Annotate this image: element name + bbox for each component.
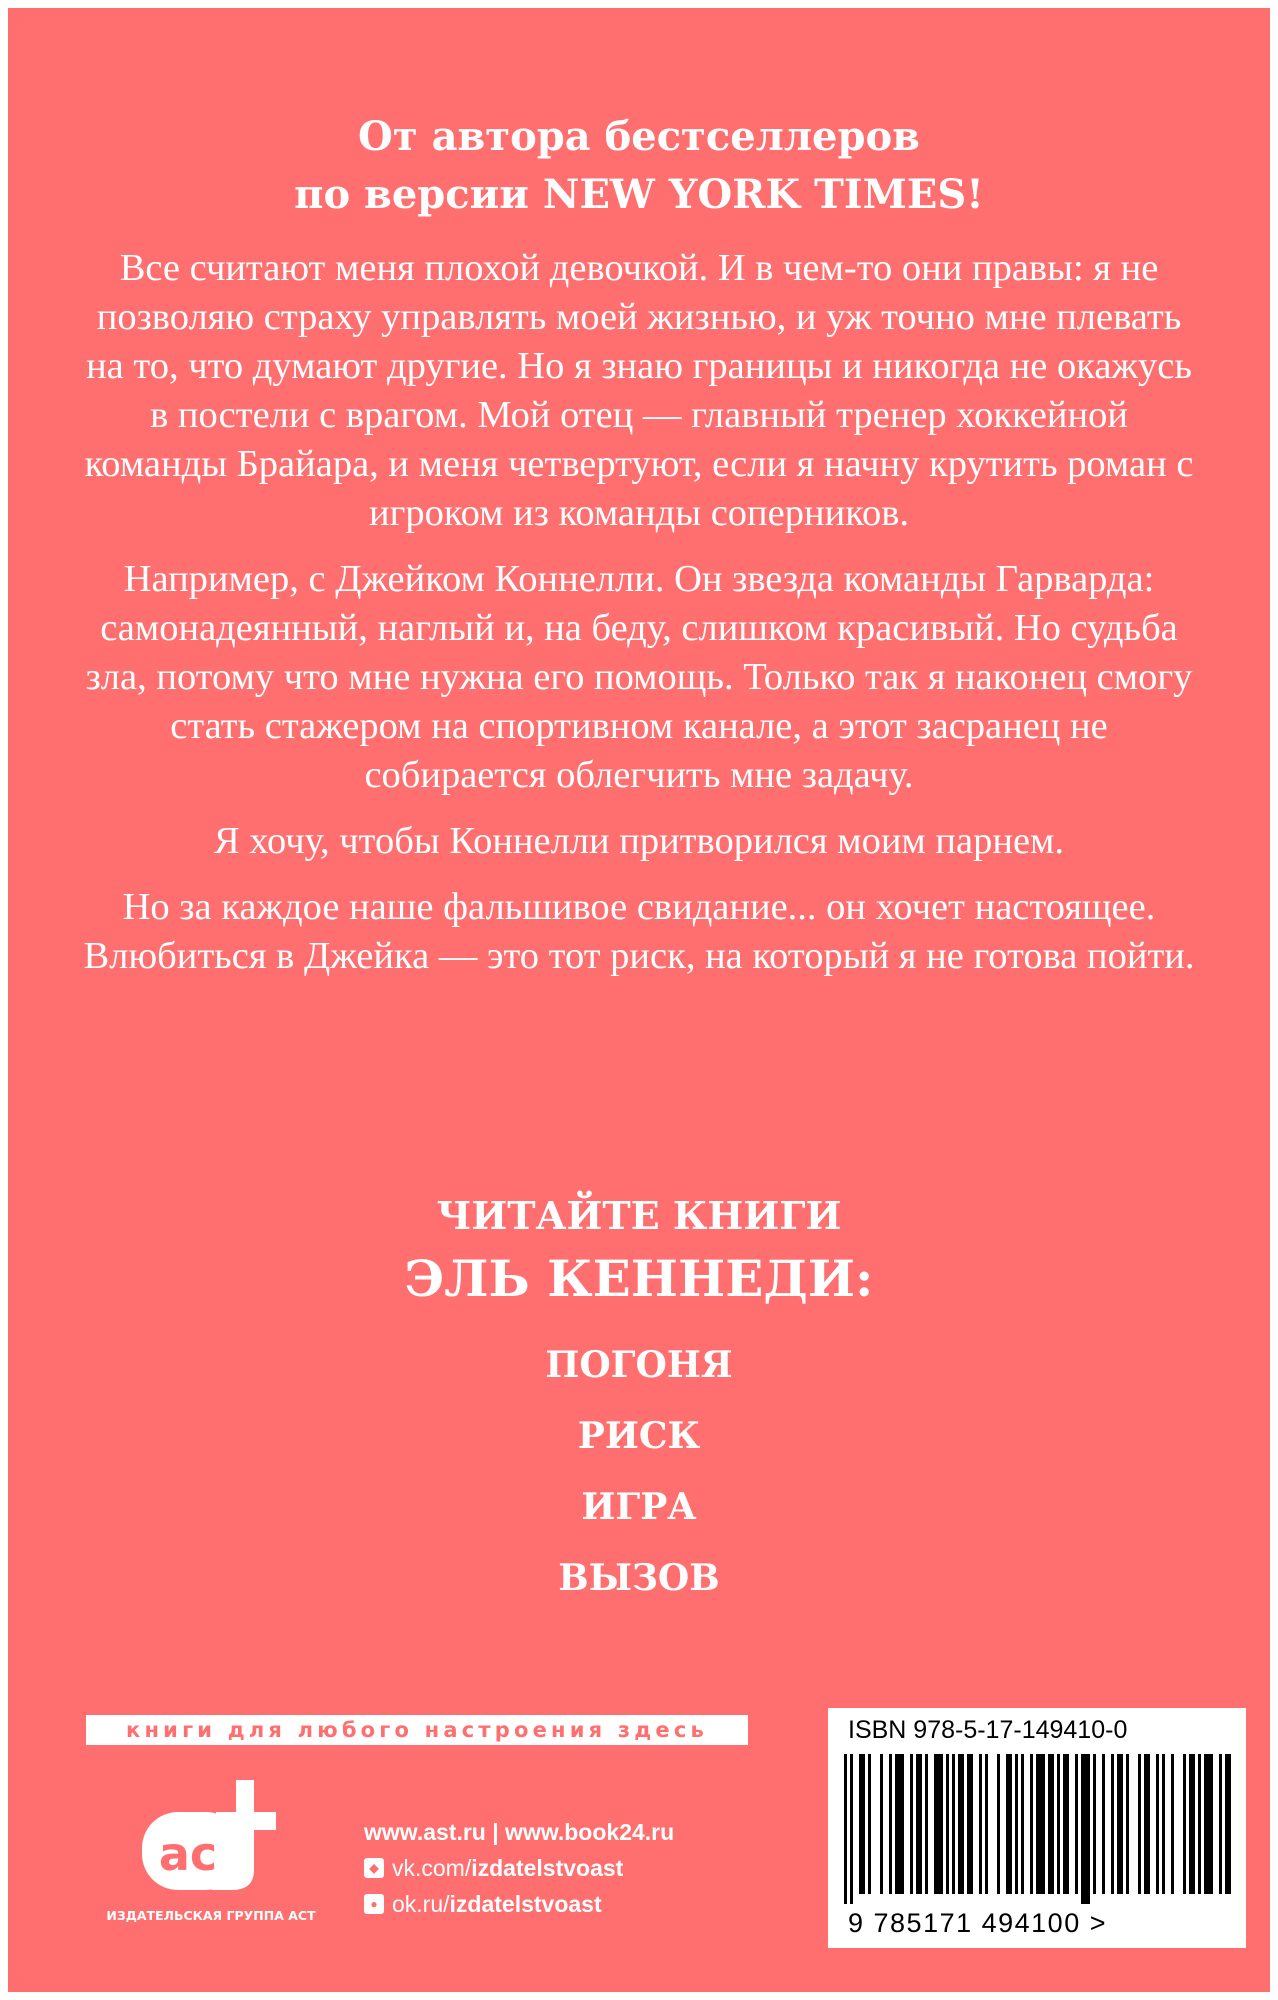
barcode-bar (979, 1754, 982, 1894)
barcode-bar (1189, 1754, 1195, 1894)
barcode-bar (1198, 1754, 1201, 1894)
barcode-bar (1063, 1754, 1069, 1894)
barcode-bar (889, 1754, 892, 1894)
barcode-bar (1225, 1754, 1231, 1894)
promo-strip: книги для любого настроения здесь (86, 1715, 748, 1745)
barcode-bar (1126, 1754, 1129, 1894)
publisher-name: ИЗДАТЕЛЬСКАЯ ГРУППА АСТ (106, 1908, 316, 1923)
logo-text: ас (158, 1827, 218, 1881)
ok-icon: ● (364, 1894, 384, 1914)
barcode-bar (1162, 1754, 1165, 1894)
barcode-bar (1030, 1754, 1033, 1894)
barcode-bar (1102, 1754, 1105, 1894)
tagline-line-1: От автора бестселлеров (358, 113, 920, 160)
author-name: ЭЛЬ КЕННЕДИ: (404, 1249, 874, 1308)
barcode-digits: 9 785171 494100 > (848, 1908, 1107, 1938)
book-title: ПОГОНЯ (545, 1344, 733, 1386)
barcode-bar (859, 1754, 865, 1894)
barcode-bar (997, 1754, 1000, 1894)
barcode-bar (1138, 1754, 1141, 1894)
barcode-bar (1093, 1754, 1096, 1894)
barcode-panel (828, 1708, 1246, 1948)
book-title: РИСК (577, 1415, 701, 1457)
tagline-line-2: по версии NEW YORK TIMES! (294, 171, 984, 218)
barcode-bar (1021, 1754, 1024, 1894)
barcode-bar (1183, 1754, 1186, 1894)
barcode-bar (925, 1754, 928, 1894)
barcode-bar (1111, 1754, 1114, 1894)
back-cover (8, 8, 1270, 1992)
blurb-paragraph-2: Например, с Джейком Коннелли. Он звезда команды Гарварда: самонадеянный, наглый и, на беду, слишком красивый. Но судьба зла, потому что мне нужна его помощь. Только так я наконец смогу стать стажером на спортивном канале, а этот засранец не собирается облегчить мне задачу. (85, 558, 1193, 796)
barcode-bar (1048, 1754, 1054, 1894)
barcode-bars (838, 1754, 1236, 1904)
book-title-list (8, 1330, 1270, 1614)
blurb-paragraph-3: Я хочу, чтобы Коннелли притворился моим парнем. (213, 820, 1065, 862)
ast-logo-icon (136, 1772, 286, 1902)
book-title: ИГРА (581, 1486, 697, 1528)
barcode-bar (895, 1754, 904, 1894)
barcode-bar (1015, 1754, 1018, 1894)
barcode-bar (868, 1754, 871, 1894)
barcode-bar (844, 1754, 847, 1904)
publisher-links (364, 1814, 674, 1922)
barcode-bar (1204, 1754, 1213, 1894)
ok-link[interactable] (364, 1886, 674, 1922)
barcode-bar (1117, 1754, 1123, 1894)
barcode-bar (1081, 1754, 1090, 1904)
ok-handle: izdatelstvoast (449, 1891, 602, 1917)
ok-prefix: ok.ru/ (392, 1891, 450, 1917)
publisher-logo (106, 1772, 316, 1923)
vk-icon: ◆ (364, 1858, 384, 1878)
barcode-bar (1075, 1754, 1078, 1894)
barcode-bar (967, 1754, 973, 1894)
barcode-bar (1036, 1754, 1045, 1894)
barcode-bar (1171, 1754, 1174, 1894)
sites-text: www.ast.ru | www.book24.ru (364, 1819, 675, 1845)
vk-handle: izdatelstvoast (471, 1855, 624, 1881)
barcode-bar (985, 1754, 988, 1894)
blurb (78, 244, 1200, 998)
barcode-bar (1144, 1754, 1150, 1894)
barcode-bar (850, 1754, 853, 1904)
sites-link[interactable] (364, 1814, 674, 1850)
barcode-bar (1006, 1754, 1012, 1894)
isbn-text: ISBN 978-5-17-149410-0 (848, 1716, 1128, 1744)
barcode-bar (910, 1754, 913, 1894)
book-title: ВЫЗОВ (558, 1557, 720, 1599)
barcode-bar (946, 1754, 949, 1894)
barcode-bar (1156, 1754, 1159, 1894)
barcode-bar (952, 1754, 955, 1894)
barcode-bar (958, 1754, 964, 1894)
vk-link[interactable] (364, 1850, 674, 1886)
tagline (8, 108, 1270, 224)
barcode-bar (880, 1754, 883, 1894)
barcode-bar (934, 1754, 943, 1894)
vk-prefix: vk.com/ (392, 1855, 472, 1881)
blurb-paragraph-1: Все считают меня плохой девочкой. И в чем-то они правы: я не позволяю страху управлять моей жизнью, и уж точно мне плевать на то, что думают другие. Но я знаю границы и никогда не окажусь в постели с врагом. Мой отец — главный тренер хоккейной команды Брайара, и меня четвертуют, если я начну крутить роман с игроком из команды соперников. (84, 247, 1194, 534)
read-more-line-1: ЧИТАЙТЕ КНИГИ (436, 1193, 842, 1238)
barcode-bar (1057, 1754, 1060, 1894)
blurb-paragraph-4: Но за каждое наше фальшивое свидание... он хочет настоящее. Влюбиться в Джейка — это тот риск, на который я не готова пойти. (83, 886, 1195, 977)
read-more-heading (8, 1188, 1270, 1314)
barcode-bar (916, 1754, 922, 1894)
barcode-bar (1219, 1754, 1222, 1894)
